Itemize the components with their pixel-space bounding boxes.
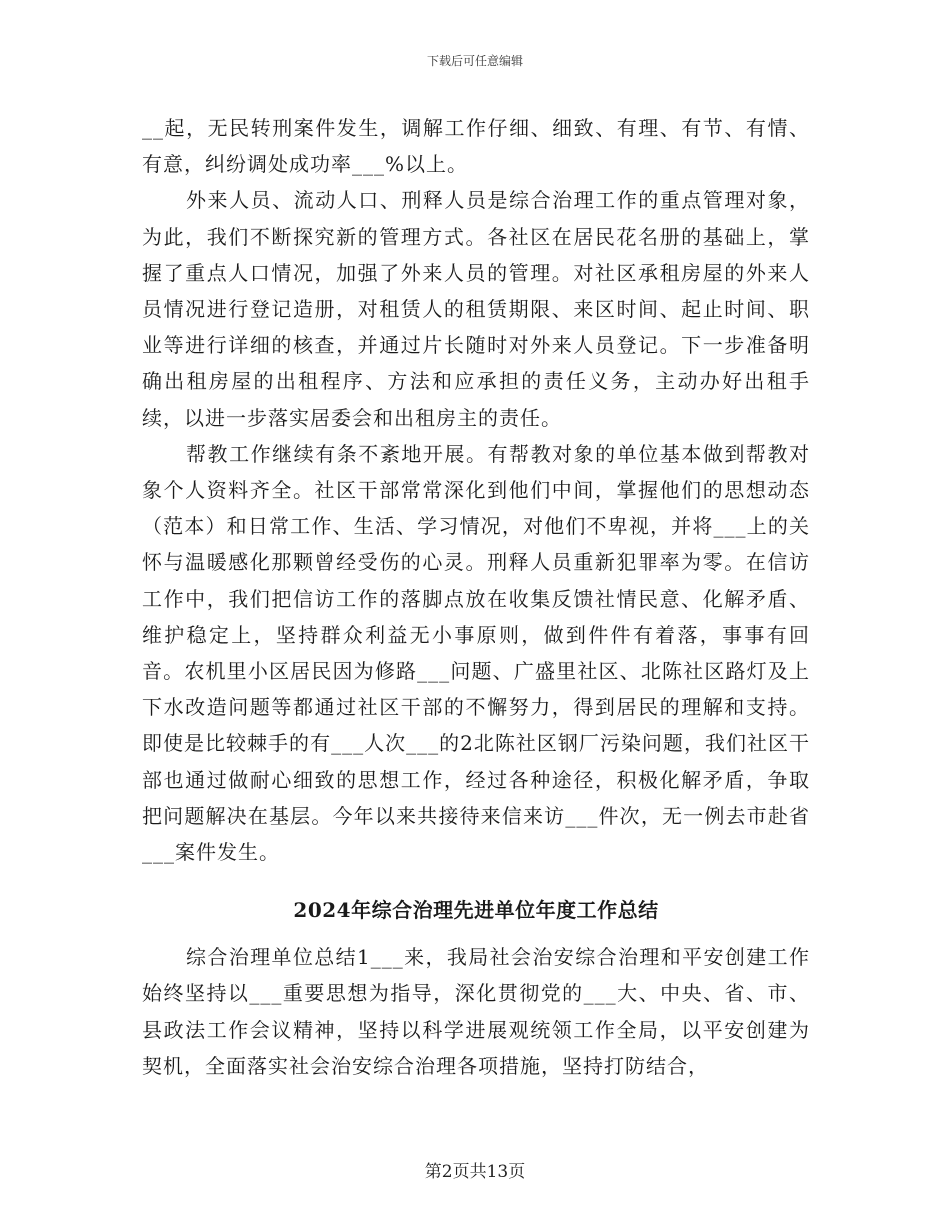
paragraph-migrant-management: 外来人员、流动人口、刑释人员是综合治理工作的重点管理对象，为此，我们不断探究新的管理方式。各社区在居民花名册的基础上，掌握了重点人口情况，加强了外来人员的管理。对社区承租房屋的外来人员情况进行登记造册，对租赁人的租赁期限、来区时间、起止时间、职业等进行详细的核查，并通过片长随时对外来人员登记。下一步准备明确出租房屋的出租程序、方法和应承担的责任义务，主动办好出租手续，以进一步落实居委会和出租房主的责任。 [142, 188, 810, 430]
section-title: 2024年综合治理先进单位年度工作总结 [293, 898, 659, 923]
paragraph-assistance-petition: 帮教工作继续有条不紊地开展。有帮教对象的单位基本做到帮教对象个人资料齐全。社区干部常常深化到他们中间，掌握他们的思想动态（范本）和日常工作、生活、学习情况，对他们不卑视，并将___上的关怀与温暖感化那颗曾经受伤的心灵。刑释人员重新犯罪率为零。在信访工作中，我们把信访工作的落脚点放在收集反馈社情民意、化解矛盾、维护稳定上，坚持群众利益无小事原则，做到件件有着落，事事有回音。农机里小区居民因为修路___问题、广盛里社区、北陈社区路灯及上下水改造问题等都通过社区干部的不懈努力，得到居民的理解和支持。即使是比较棘手的有___人次___的2北陈社区钢厂污染问题，我们社区干部也通过做耐心细致的思想工作，经过各种途径，积极化解矛盾，争取把问题解决在基层。今年以来共接待来信来访___件次，无一例去市赴省___案件发生。 [142, 441, 810, 865]
paragraph-continuation: __起，无民转刑案件发生，调解工作仔细、细致、有理、有节、有情、有意，纠纷调处成功率___%以上。 [142, 116, 810, 177]
page-header: 下载后可任意编辑 [426, 54, 523, 68]
document-body [142, 110, 810, 1084]
page-footer: 第2页共13页 [424, 1162, 526, 1182]
paragraph-summary-intro: 综合治理单位总结1___来，我局社会治安综合治理和平安创建工作始终坚持以___重要思想为指导，深化贯彻党的___大、中央、省、市、县政法工作会议精神，坚持以科学进展观统领工作全局，以平安创建为契机，全面落实社会治安综合治理各项措施，坚持打防结合， [142, 945, 810, 1078]
